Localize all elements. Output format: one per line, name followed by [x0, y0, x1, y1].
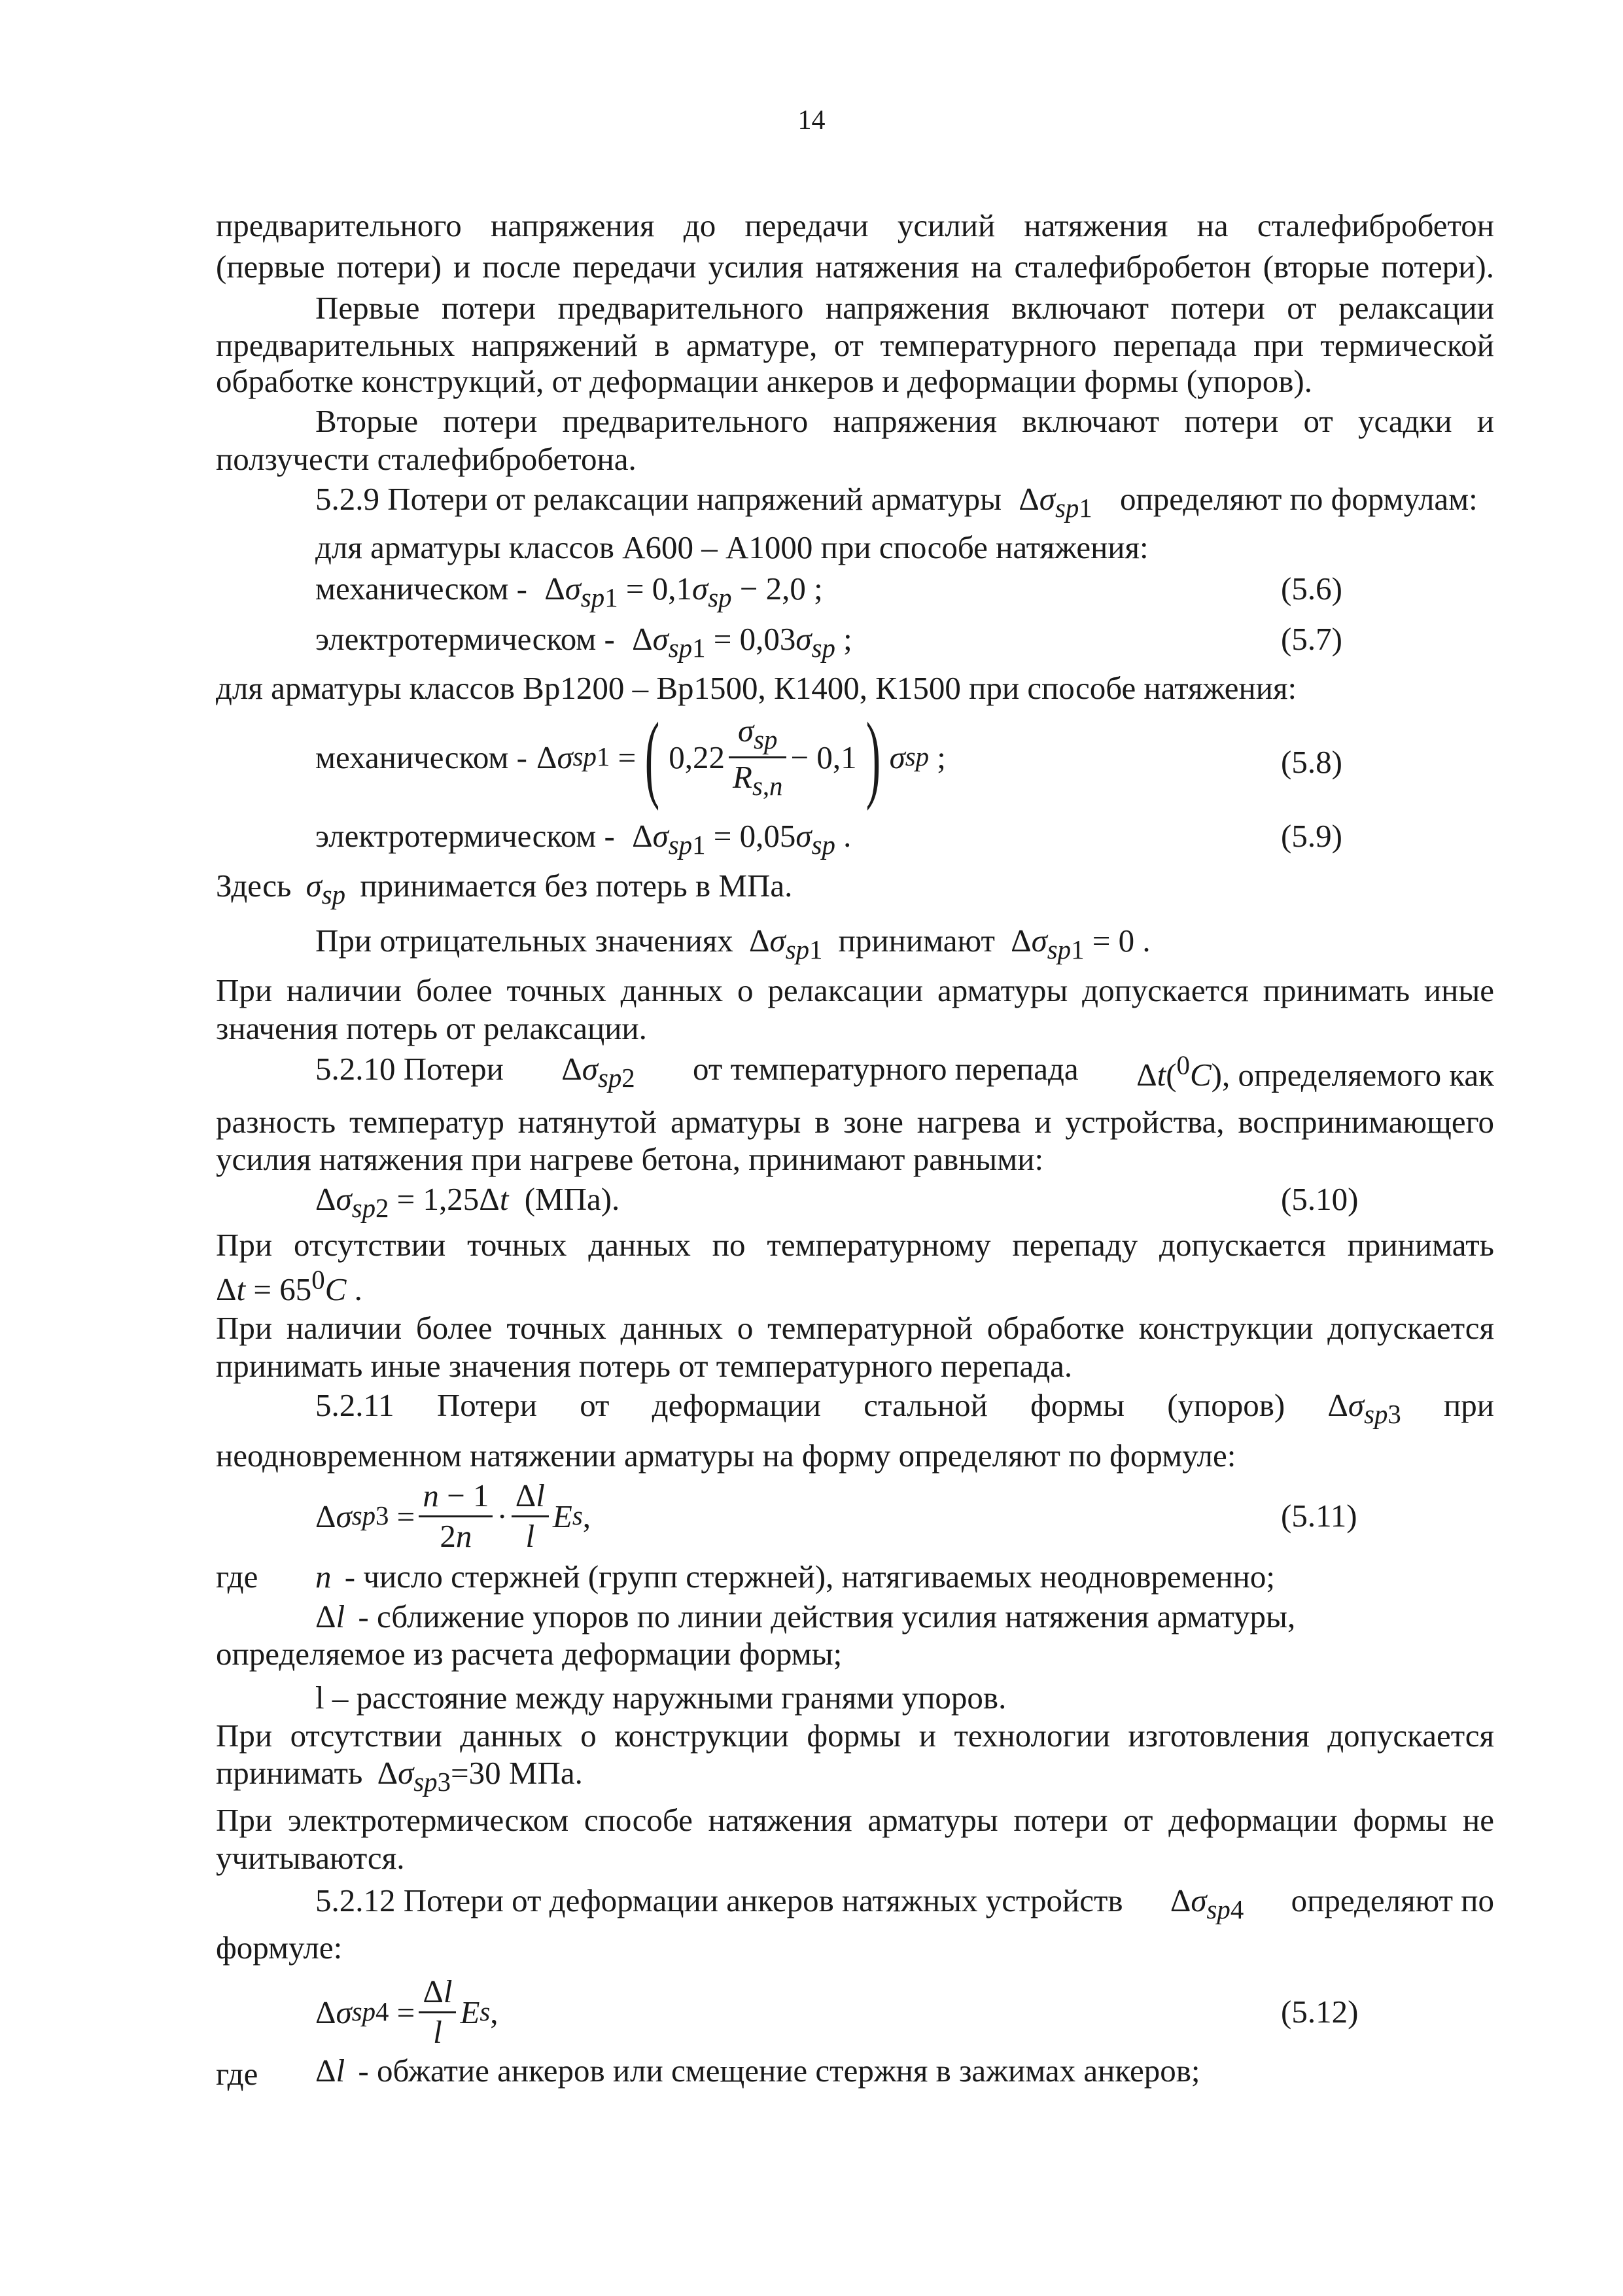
text-line: для арматуры классов Вр1200 – Вр1500, К1400, К1500 при способе натяжения:	[216, 670, 1297, 706]
formula-5-8: Δ σ sp1 = ( 0,22 $\sigma_{sp}$ $R_{s,n}$ − 0,1 ) σ sp ;	[536, 703, 946, 811]
text-line: принимать иные значения потерь от температурного перепада.	[216, 1348, 1073, 1384]
text-line: разность температур натянутой арматуры в зоне нагрева и устройства, воспринимающего	[216, 1104, 1494, 1140]
equation-number: (5.12)	[1281, 1994, 1359, 2030]
equation-number: (5.10)	[1281, 1181, 1359, 1217]
text-line: предварительных напряжений в арматуре, от температурного перепада при термической	[216, 327, 1494, 363]
text-line: учитываются.	[216, 1840, 405, 1876]
formula-5-9: $\Delta\sigma_{sp1} = 0,05\sigma_{sp}$ .	[632, 818, 852, 860]
equation-number: (5.6)	[1281, 571, 1342, 607]
text-line: формуле:	[216, 1930, 343, 1966]
text-line: При наличии более точных данных о температурной обработке конструкции допускается	[216, 1310, 1494, 1346]
text-line: где	[216, 2056, 258, 2092]
formula-delta-sigma-sp4: $\Delta\sigma_{sp4}$	[1170, 1882, 1244, 1924]
formula-line	[216, 1265, 362, 1308]
formula-delta-t-65: $\Delta t = 65^0C$ .	[216, 1265, 362, 1308]
text-line: неодновременном натяжении арматуры на форму определяют по формуле:	[216, 1438, 1236, 1474]
text-line: Δl - обжатие анкеров или смещение стержня в зажимах анкеров;	[315, 2053, 1200, 2089]
text-line: определяемое из расчета деформации формы;	[216, 1636, 843, 1672]
formula-line	[315, 1969, 498, 2055]
text-line: усилия натяжения при нагреве бетона, принимают равными:	[216, 1141, 1044, 1177]
text-line: При отсутствии точных данных по температурному перепаду допускается принимать	[216, 1227, 1494, 1263]
page-number: 14	[797, 105, 826, 135]
formula-delta-l: Δl	[315, 1598, 345, 1634]
formula-line: электротермическом - $\Delta\sigma_{sp1} = 0,05\sigma_{sp}$ .	[315, 818, 852, 860]
formula-5-12: Δ σ sp4 = Δl l E s ,	[315, 1973, 498, 2050]
text-line: для арматуры классов А600 – А1000 при способе натяжения:	[315, 529, 1149, 565]
text-line: При электротермическом способе натяжения арматуры потери от деформации формы не	[216, 1802, 1494, 1838]
text-line: принимать $\Delta\sigma_{sp3}=30$ МПа.	[216, 1755, 583, 1797]
text-line: l – расстояние между наружными гранями упоров.	[315, 1680, 1007, 1716]
formula-delta-sigma-sp3: $\Delta\sigma_{sp3}$	[1327, 1387, 1401, 1429]
formula-sigma-sp: $\sigma_{sp}$	[305, 868, 346, 910]
equation-number: (5.7)	[1281, 621, 1342, 657]
formula-delta-t-c: Δt($^0$C)	[1136, 1051, 1222, 1093]
formula-line: механическом - Δ σ sp1 = ( 0,22 $\sigma_{sp}$ $R_{s,n}$ − 0,1 ) σ sp ;	[315, 703, 946, 811]
text-line: При отрицательных значениях $\Delta\sigma_{sp1}$ принимают $\Delta\sigma_{sp1} = 0$ .	[315, 923, 1151, 964]
text-line: Вторые потери предварительного напряжения включают потери от усадки и	[315, 403, 1494, 439]
formula-line	[315, 1474, 591, 1559]
text-line: где	[216, 1559, 258, 1595]
formula-5-7: $\Delta\sigma_{sp1} = 0,03\sigma_{sp}$ ;	[632, 621, 852, 663]
formula-delta-sigma-sp1: $\Delta\sigma_{sp1}$	[749, 923, 823, 964]
formula-5-10: $\Delta\sigma_{sp2} = 1,25\Delta t$	[315, 1181, 509, 1223]
formula-5-11: Δ σ sp3 = n − 1 2n · Δl l E s ,	[315, 1477, 591, 1554]
text-line: предварительного напряжения до передачи усилий натяжения на сталефибробетон	[216, 207, 1494, 243]
text-line: 5.2.12 Потери от деформации анкеров натяжных устройств $\Delta\sigma_{sp4}$ определяют по	[315, 1882, 1494, 1924]
text-line: определяют по формулам:	[1120, 481, 1478, 517]
formula-delta-sigma-sp2: $\Delta\sigma_{sp2}$	[561, 1051, 635, 1093]
text-line: ползучести сталефибробетона.	[216, 441, 637, 477]
text-line: 5.2.11 Потери от деформации стальной формы (упоров) $\Delta\sigma_{sp3}$ при	[315, 1387, 1494, 1429]
text-line: n - число стержней (групп стержней), натягиваемых неодновременно;	[315, 1559, 1275, 1595]
text-line: 5.2.10 Потери $\Delta\sigma_{sp2}$ от температурного перепада Δt($^0$C), определяемого как	[315, 1051, 1494, 1093]
text-line: обработке конструкций, от деформации анкеров и деформации формы (упоров).	[216, 363, 1312, 399]
text-line: значения потерь от релаксации.	[216, 1010, 647, 1046]
equation-number: (5.8)	[1281, 744, 1342, 780]
formula-n: n	[315, 1559, 332, 1595]
text-line: При наличии более точных данных о релаксации арматуры допускается принимать иные	[216, 972, 1494, 1008]
equation-number: (5.9)	[1281, 818, 1342, 854]
formula-delta-sigma-sp3: $\Delta\sigma_{sp3}$	[377, 1755, 451, 1797]
text-line: Δl - сближение упоров по линии действия усилия натяжения арматуры,	[315, 1598, 1296, 1634]
formula-line: электротермическом - $\Delta\sigma_{sp1} = 0,03\sigma_{sp}$ ;	[315, 621, 852, 663]
text-line: (первые потери) и после передачи усилия натяжения на сталефибробетон (вторые потери).	[216, 249, 1494, 285]
formula-5-6: $\Delta\sigma_{sp1} = 0,1\sigma_{sp} - 2,0$ ;	[544, 571, 823, 612]
equation-number: (5.11)	[1281, 1498, 1357, 1534]
formula-line: $\Delta\sigma_{sp2} = 1,25\Delta t$ (МПа).	[315, 1181, 620, 1223]
formula-delta-l: Δl	[315, 2053, 345, 2089]
formula-line: механическом - $\Delta\sigma_{sp1} = 0,1\sigma_{sp} - 2,0$ ;	[315, 571, 823, 612]
formula-zero: $\Delta\sigma_{sp1} = 0$ .	[1011, 923, 1151, 964]
formula-delta-sigma-sp1: $\Delta\sigma_{sp1}$	[1019, 481, 1092, 523]
text-line: 5.2.9 Потери от релаксации напряжений арматуры $\Delta\sigma_{sp1}$	[315, 481, 1092, 523]
text-line: Здесь $\sigma_{sp}$ принимается без потерь в МПа.	[216, 868, 793, 910]
text-line: При отсутствии данных о конструкции формы и технологии изготовления допускается	[216, 1718, 1494, 1754]
text-line: Первые потери предварительного напряжения включают потери от релаксации	[315, 290, 1494, 326]
